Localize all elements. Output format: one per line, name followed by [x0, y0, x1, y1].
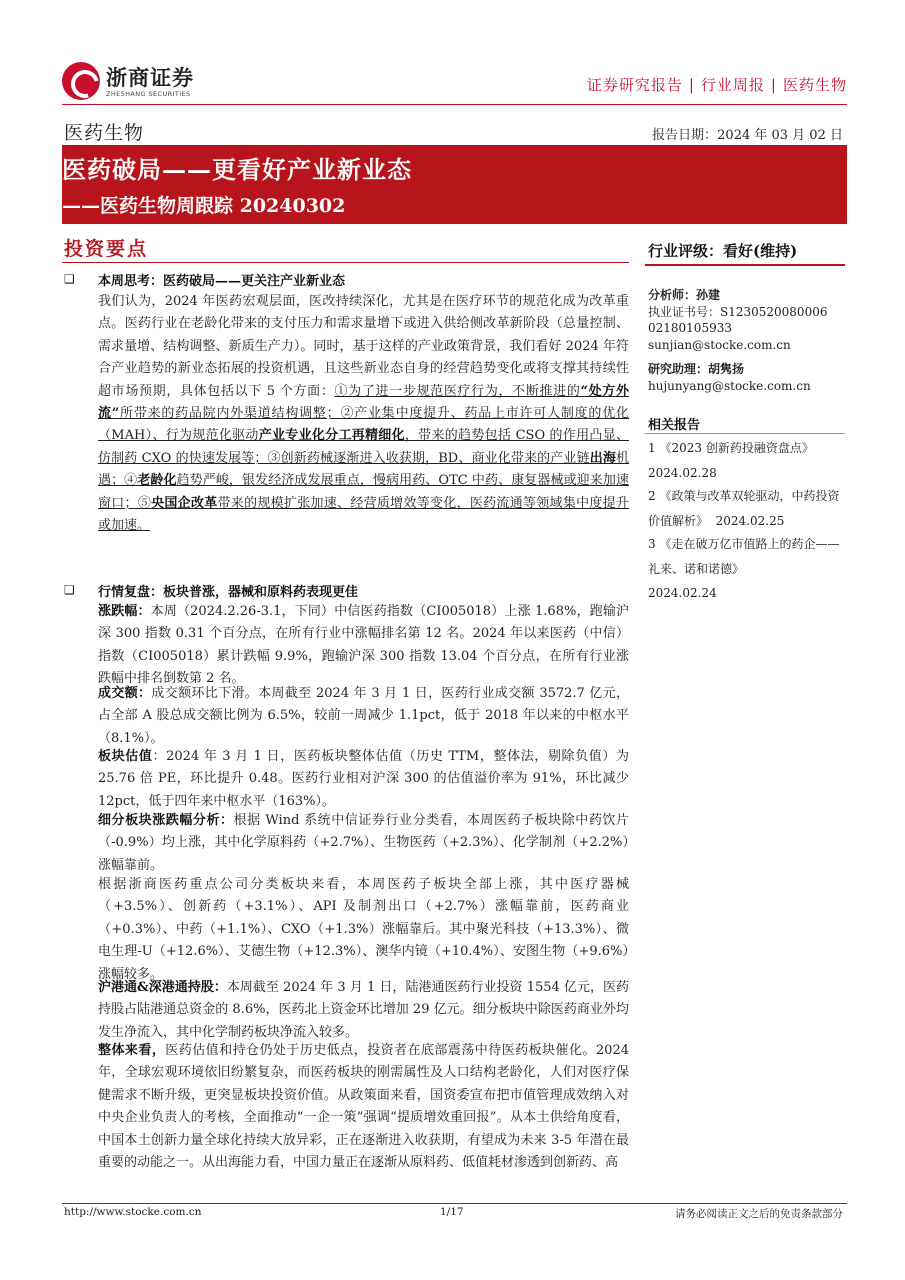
- bullet1-intro: 我们认为，2024 年医药宏观层面，医改持续深化，尤其是在医疗环节的规范化成为改革重点。医药行业在老龄化带来的支付压力和需求量增下或进入供给侧改革新阶段（总量控制、需求量增、结构调整、新质生产力）。同时，基于这样的产业政策背景，我们看好 2024 年符合产业趋势的新业态拓展的投资机遇，且这些新业态自身的经营趋势变化或将支撑其持续性超市场预期，具体包括以下 5 个方面：: [98, 294, 629, 399]
- header-rule: [62, 104, 847, 105]
- footer-disclaimer: 请务必阅读正文之后的免责条款部分: [675, 1208, 843, 1220]
- paragraph-subsector: 细分板块涨跌幅分析：根据 Wind 系统中信证券行业分类看，本周医药子板块除中药饮片（-0.9%）均上涨，其中化学原料药（+2.7%）、生物医药（+2.3%）、化学制剂（+2.2%）涨幅靠前。: [98, 813, 629, 873]
- paragraph-volume: 成交额：成交额环比下滑。本周截至 2024 年 3 月 1 日，医药行业成交额 3572.7 亿元，占全部 A 股总成交额比例为 6.5%，较前一周减少 1.1pct，低于 2018 年以来的中枢水平（8.1%）。: [98, 686, 629, 746]
- analyst-email: sunjian@stocke.com.cn: [648, 337, 791, 352]
- industry-label: 医药生物: [64, 122, 145, 144]
- nav-industry: 医药生物: [782, 76, 847, 94]
- bullet-heading-2: 行情复盘：板块普涨，器械和原料药表现更佳: [98, 585, 359, 600]
- report-date: 报告日期：2024 年 03 月 02 日: [652, 128, 843, 143]
- paragraph-overall: 整体来看，医药估值和持仓仍处于历史低点，投资者在底部震荡中待医药板块催化。2024 年，全球宏观环境依旧纷繁复杂，而医药板块的刚需属性及人口结构老龄化，人们对医疗保健需求不断升级，更突显板块投资价值。从政策面来看，国资委宣布把市值管理成效纳入对中央企业负责人的考核，全面推动“一企一策”强调“提质增效重回报”。从本土供给角度看，中国本土创新力量全球化持续大放异彩，正在逐渐进入收获期，有望成为未来 3-5 年潜在最重要的动能之一。从出海能力看，中国力量正在逐渐从原料药、低值耗材渗透到创新药、高: [98, 1043, 629, 1171]
- related-rule: [645, 433, 845, 434]
- checkbox-bullet-icon: ❑: [64, 583, 75, 597]
- related-report-3[interactable]: 3 《走在破万亿市值路上的药企——礼来、诺和诺德》 2024.02.24: [648, 537, 840, 600]
- bullet1-paragraph: [98, 291, 629, 537]
- paragraph-change: 涨跌幅：本周（2024.2.26-3.1，下同）中信医药指数（CI005018）上涨 1.68%，跑输沪深 300 指数 0.31 个百分点，在所有行业中涨幅排名第 12 名。2024 年以来医药（中信）指数（CI005018）累计跌幅 9.9%，跑输沪深 300 指数 13.04 个百分点，在所有行业涨跌幅中排名倒数第 2 名。: [98, 604, 629, 687]
- report-title: 医药破局——更看好产业新业态: [62, 155, 412, 184]
- logo-name: 浙商证券: [106, 66, 194, 90]
- analyst-phone: 02180105933: [648, 321, 732, 335]
- footer-url[interactable]: http://www.stocke.com.cn: [64, 1206, 202, 1218]
- company-logo: [62, 60, 192, 104]
- bullet1-points: ①为了进一步规范医疗行为，不断推进的“处方外流”所带来的药品院内外渠道结构调整；②产业集中度提升、药品上市许可人制度的优化（MAH）、行为规范化驱动产业专业化分工再精细化，带来的趋势包括 CSO 的作用凸显、仿制药 CXO 的快速发展等；③创新药械逐渐进入收获期，BD、商业化带来的产业链出海机遇；④老龄化趋势严峻，银发经济成发展重点，慢病用药、OTC 中药、康复器械或迎来加速窗口；⑤央国企改革带来的规模扩张加速、经营质增效等变化，医药流通等领域集中度提升或加速。: [98, 383, 629, 534]
- nav-report-type: 证券研究报告: [586, 76, 683, 94]
- report-subtitle: ——医药生物周跟踪 20240302: [62, 195, 346, 217]
- page-number: 1/17: [440, 1206, 464, 1218]
- assistant-email: hujunyang@stocke.com.cn: [648, 378, 811, 393]
- paragraph-zheshang-sectors: 根据浙商医药重点公司分类板块来看，本周医药子板块全部上涨，其中医疗器械（+3.5%）、创新药（+3.1%）、API 及制剂出口（+2.7%）涨幅靠前，医药商业（+0.3%）、中药（+1.1%）、CXO（+1.3%）涨幅靠后。其中聚光科技（+13.3%）、微电生理-U（+12.6%）、艾德生物（+12.3%）、澳华内镜（+10.4%）、安图生物（+9.6%）涨幅较多。: [98, 877, 629, 982]
- related-report-1[interactable]: 1 《2023 创新药投融资盘点》 2024.02.28: [648, 441, 814, 480]
- nav-weekly: 行业周报: [700, 76, 765, 94]
- footer-rule: [62, 1203, 847, 1204]
- analyst-name: 分析师：孙建: [648, 288, 721, 302]
- section-title: 投资要点: [64, 238, 149, 260]
- report-category-nav: 证券研究报告 | 行业周报 | 医药生物: [586, 76, 847, 94]
- rating-rule: [645, 264, 845, 266]
- related-reports-title: 相关报告: [648, 418, 701, 433]
- paragraph-valuation: 板块估值：2024 年 3 月 1 日，医药板块整体估值（历史 TTM，整体法，剔除负值）为 25.76 倍 PE，环比提升 0.48。医药行业相对沪深 300 的估值溢价率为 91%，环比减少 12pct，低于四年来中枢水平（163%）。: [98, 749, 629, 809]
- assistant-name: 研究助理：胡隽扬: [648, 362, 745, 376]
- industry-rating: 行业评级：看好(维持): [648, 242, 798, 260]
- analyst-block: [648, 287, 848, 353]
- assistant-block: [648, 361, 848, 394]
- bullet-heading-1: 本周思考：医药破局——更关注产业新业态: [98, 274, 346, 289]
- logo-mark-icon: [62, 62, 100, 100]
- analyst-cert: 执业证书号：S1230520080006: [648, 304, 828, 319]
- paragraph-connect-holdings: 沪港通&深港通持股：本周截至 2024 年 3 月 1 日，陆港通医药行业投资 1554 亿元，医药持股占陆港通总资金的 8.6%，医药北上资金环比增加 29 亿元。细分板块中除医药商业外均发生净流入，其中化学制药板块净流入较多。: [98, 980, 629, 1040]
- logo-subtitle: ZHESHANG SECURITIES: [106, 90, 191, 98]
- related-report-2[interactable]: 2 《政策与改革双轮驱动，中药投资价值解析》 2024.02.25: [648, 489, 840, 528]
- section-rule: [62, 262, 629, 263]
- checkbox-bullet-icon: ❑: [64, 272, 75, 286]
